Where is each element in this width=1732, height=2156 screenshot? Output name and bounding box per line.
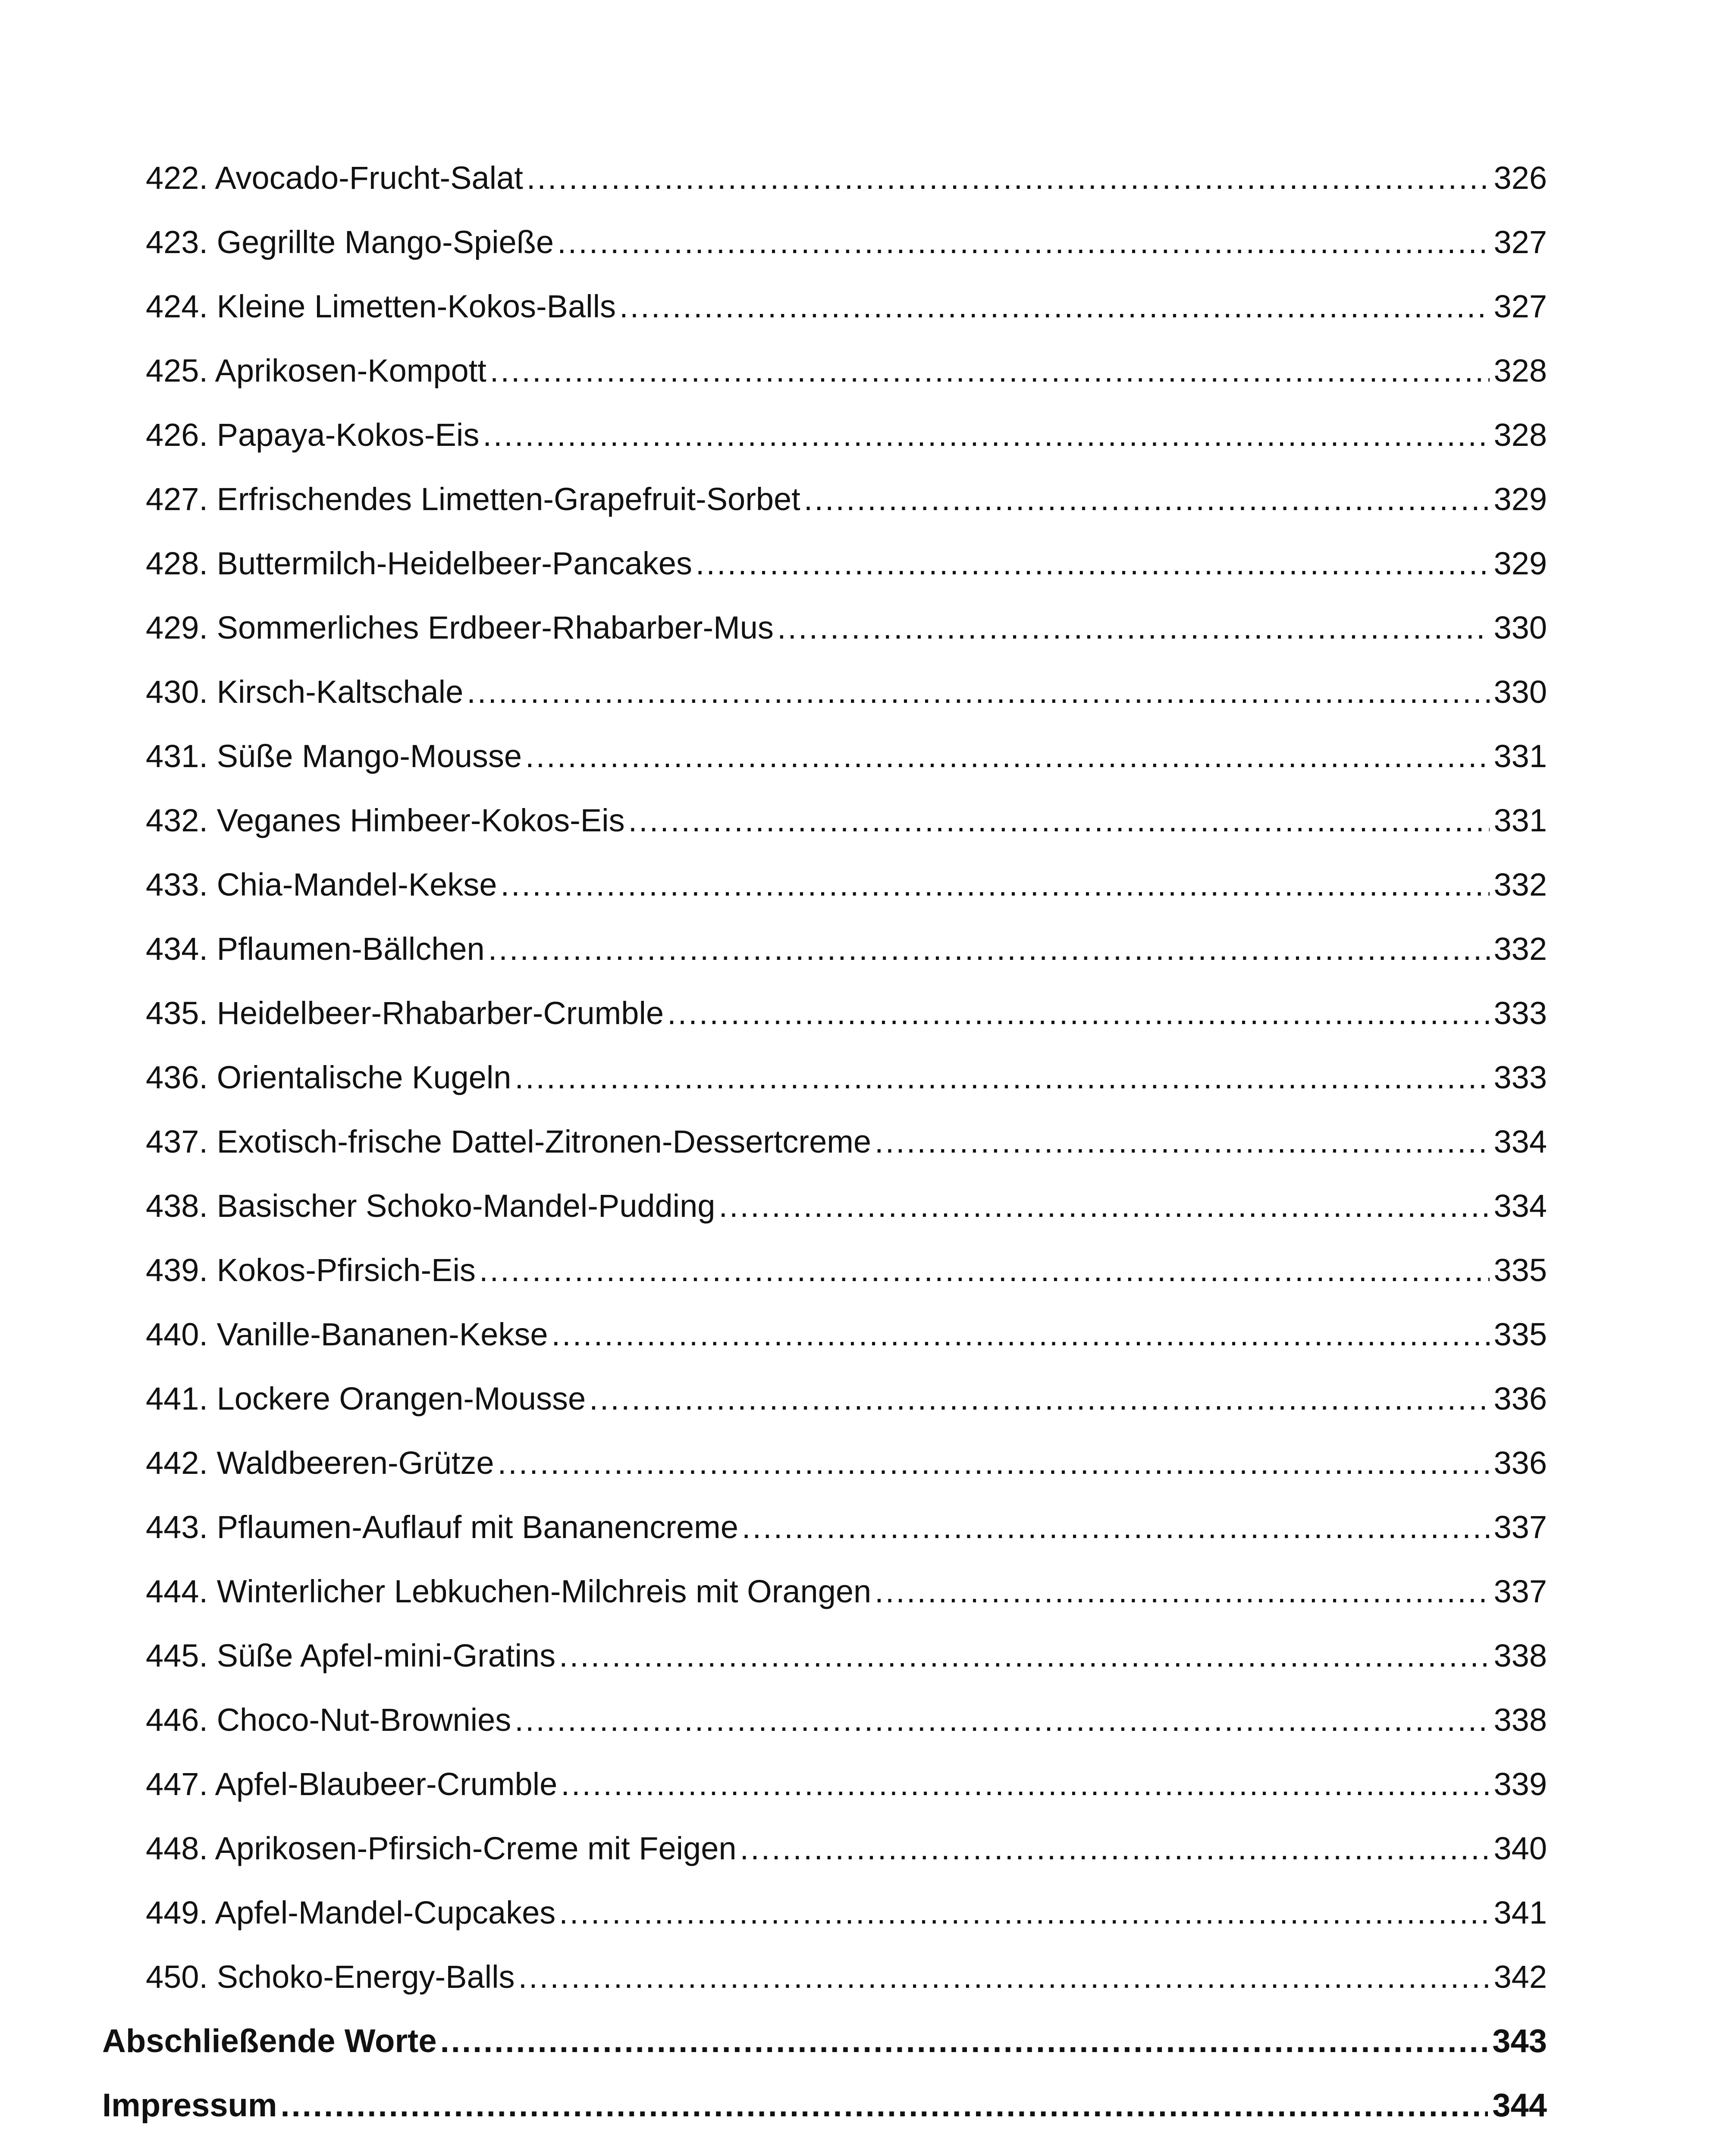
toc-entry-424[interactable]: [146, 281, 1547, 332]
toc-entry-title: 432. Veganes Himbeer-Kokos-Eis: [146, 802, 625, 838]
toc-entry-447[interactable]: [146, 1758, 1547, 1810]
toc-entry-436[interactable]: [146, 1052, 1547, 1103]
toc-entry-title: 440. Vanille-Bananen-Kekse: [146, 1316, 548, 1352]
toc-entry-439[interactable]: [146, 1244, 1547, 1296]
toc-page-number: 340: [1494, 1830, 1547, 1866]
toc-page-number: 334: [1494, 1124, 1547, 1159]
toc-dot-leader: [628, 795, 1490, 846]
toc-page-number: 327: [1494, 224, 1547, 260]
toc-page-number: 332: [1494, 931, 1547, 967]
toc-page-number: 331: [1494, 802, 1547, 838]
toc-entry-title: 448. Aprikosen-Pfirsich-Creme mit Feigen: [146, 1830, 737, 1866]
toc-entry-435[interactable]: [146, 987, 1547, 1039]
toc-page-number: 330: [1494, 610, 1547, 646]
toc-entry-title: 435. Heidelbeer-Rhabarber-Crumble: [146, 995, 664, 1031]
toc-page-number: 338: [1494, 1638, 1547, 1673]
toc-entry-title: 434. Pflaumen-Bällchen: [146, 931, 485, 967]
toc-entry-abschliessende-worte[interactable]: [102, 2015, 1547, 2067]
toc-entry-428[interactable]: [146, 538, 1547, 589]
toc-page-number: 333: [1494, 995, 1547, 1031]
toc-entry-title: 445. Süße Apfel-mini-Gratins: [146, 1638, 556, 1673]
toc-entry-title: 447. Apfel-Blaubeer-Crumble: [146, 1766, 558, 1802]
toc-entry-title: 443. Pflaumen-Auflauf mit Bananencreme: [146, 1509, 738, 1545]
toc-dot-leader: [777, 602, 1490, 654]
toc-page-number: 330: [1494, 674, 1547, 710]
toc-entry-title: 441. Lockere Orangen-Mousse: [146, 1381, 586, 1416]
toc-dot-leader: [281, 2080, 1488, 2131]
toc-entry-431[interactable]: [146, 730, 1547, 782]
toc-dot-leader: [483, 409, 1489, 461]
toc-page-number: 329: [1494, 545, 1547, 581]
toc-dot-leader: [525, 730, 1490, 782]
toc-page-number: 335: [1494, 1252, 1547, 1288]
toc-dot-leader: [467, 666, 1489, 718]
toc-entry-title: 422. Avocado-Frucht-Salat: [146, 160, 523, 196]
toc-entry-438[interactable]: [146, 1180, 1547, 1232]
toc-entry-title: 431. Süße Mango-Mousse: [146, 738, 522, 774]
toc-page-number: 337: [1494, 1573, 1547, 1609]
toc-dot-leader: [551, 1309, 1489, 1360]
toc-dot-leader: [515, 1694, 1489, 1746]
toc-entry-441[interactable]: [146, 1373, 1547, 1425]
toc-entry-423[interactable]: [146, 216, 1547, 268]
toc-entry-440[interactable]: [146, 1309, 1547, 1360]
toc-page-number: 328: [1494, 417, 1547, 453]
toc-entry-title: Impressum: [102, 2087, 277, 2124]
toc-entry-title: 437. Exotisch-frische Dattel-Zitronen-Dessertcreme: [146, 1124, 872, 1159]
toc-dot-leader: [440, 2015, 1488, 2067]
toc-dot-leader: [875, 1566, 1489, 1617]
toc-entry-429[interactable]: [146, 602, 1547, 654]
toc-entry-425[interactable]: [146, 345, 1547, 397]
toc-entry-449[interactable]: [146, 1887, 1547, 1939]
toc-entry-title: 428. Buttermilch-Heidelbeer-Pancakes: [146, 545, 692, 581]
toc-entry-title: 425. Aprikosen-Kompott: [146, 353, 486, 389]
toc-entry-442[interactable]: [146, 1437, 1547, 1489]
toc-entry-title: 450. Schoko-Energy-Balls: [146, 1959, 515, 1995]
toc-dot-leader: [561, 1758, 1489, 1810]
toc-entry-title: 426. Papaya-Kokos-Eis: [146, 417, 480, 453]
toc-dot-leader: [742, 1501, 1490, 1553]
toc-entry-446[interactable]: [146, 1694, 1547, 1746]
toc-entry-title: 438. Basischer Schoko-Mandel-Pudding: [146, 1188, 715, 1224]
toc-dot-leader: [559, 1887, 1489, 1939]
toc-page-number: 336: [1494, 1445, 1547, 1481]
toc-entry-443[interactable]: [146, 1501, 1547, 1553]
toc-dot-leader: [804, 473, 1490, 525]
toc-dot-leader: [589, 1373, 1489, 1425]
toc-page-number: 335: [1494, 1316, 1547, 1352]
toc-page-number: 331: [1494, 738, 1547, 774]
toc-dot-leader: [498, 1437, 1490, 1489]
toc-entry-title: Abschließende Worte: [102, 2023, 437, 2059]
toc-entry-448[interactable]: [146, 1823, 1547, 1874]
toc-dot-leader: [500, 859, 1489, 911]
toc-entry-title: 423. Gegrillte Mango-Spieße: [146, 224, 554, 260]
toc-entry-title: 444. Winterlicher Lebkuchen-Milchreis mit Orangen: [146, 1573, 872, 1609]
toc-entry-title: 429. Sommerliches Erdbeer-Rhabarber-Mus: [146, 610, 774, 646]
toc-entry-427[interactable]: [146, 473, 1547, 525]
toc-page-number: 341: [1494, 1895, 1547, 1930]
toc-entry-title: 446. Choco-Nut-Brownies: [146, 1702, 511, 1738]
toc-page-number: 327: [1494, 288, 1547, 324]
toc-page-number: 329: [1494, 481, 1547, 517]
toc-entry-title: 424. Kleine Limetten-Kokos-Balls: [146, 288, 616, 324]
toc-dot-leader: [515, 1052, 1489, 1103]
toc-page-number: 343: [1492, 2023, 1547, 2059]
toc-dot-leader: [667, 987, 1489, 1039]
toc-dot-leader: [619, 281, 1490, 332]
toc-page-number: 326: [1494, 160, 1547, 196]
toc-entry-impressum[interactable]: [102, 2080, 1547, 2131]
toc-page-number: 339: [1494, 1766, 1547, 1802]
toc-entry-title: 439. Kokos-Pfirsich-Eis: [146, 1252, 476, 1288]
toc-dot-leader: [479, 1244, 1490, 1296]
toc-entry-title: 436. Orientalische Kugeln: [146, 1059, 511, 1095]
toc-dot-leader: [559, 1630, 1489, 1682]
toc-dot-leader: [557, 216, 1489, 268]
toc-entry-434[interactable]: [146, 923, 1547, 975]
toc-entry-title: 430. Kirsch-Kaltschale: [146, 674, 464, 710]
toc-page-number: 342: [1494, 1959, 1547, 1995]
toc-page-number: 332: [1494, 867, 1547, 903]
toc-entry-450[interactable]: [146, 1951, 1547, 2003]
toc-entry-444[interactable]: [146, 1566, 1547, 1617]
toc-dot-leader: [719, 1180, 1489, 1232]
toc-dot-leader: [490, 345, 1490, 397]
toc-entry-445[interactable]: [146, 1630, 1547, 1682]
toc-entry-430[interactable]: [146, 666, 1547, 718]
toc-page-number: 336: [1494, 1381, 1547, 1416]
toc-page-number: 334: [1494, 1188, 1547, 1224]
toc-dot-leader: [740, 1823, 1490, 1874]
toc-page-number: 344: [1492, 2087, 1547, 2124]
toc-entry-title: 433. Chia-Mandel-Kekse: [146, 867, 497, 903]
toc-entry-422[interactable]: [146, 152, 1547, 204]
toc-page-number: 337: [1494, 1509, 1547, 1545]
toc-page-number: 338: [1494, 1702, 1547, 1738]
toc-entry-426[interactable]: [146, 409, 1547, 461]
toc-dot-leader: [518, 1951, 1490, 2003]
toc-entry-432[interactable]: [146, 795, 1547, 846]
toc-entry-title: 442. Waldbeeren-Grütze: [146, 1445, 494, 1481]
toc-entry-433[interactable]: [146, 859, 1547, 911]
toc-dot-leader: [527, 152, 1490, 204]
toc-dot-leader: [875, 1116, 1490, 1168]
toc-entry-title: 427. Erfrischendes Limetten-Grapefruit-Sorbet: [146, 481, 800, 517]
toc-page-number: 328: [1494, 353, 1547, 389]
toc-dot-leader: [488, 923, 1490, 975]
toc-page-number: 333: [1494, 1059, 1547, 1095]
toc-entry-437[interactable]: [146, 1116, 1547, 1168]
toc-entry-title: 449. Apfel-Mandel-Cupcakes: [146, 1895, 556, 1930]
toc-dot-leader: [696, 538, 1490, 589]
